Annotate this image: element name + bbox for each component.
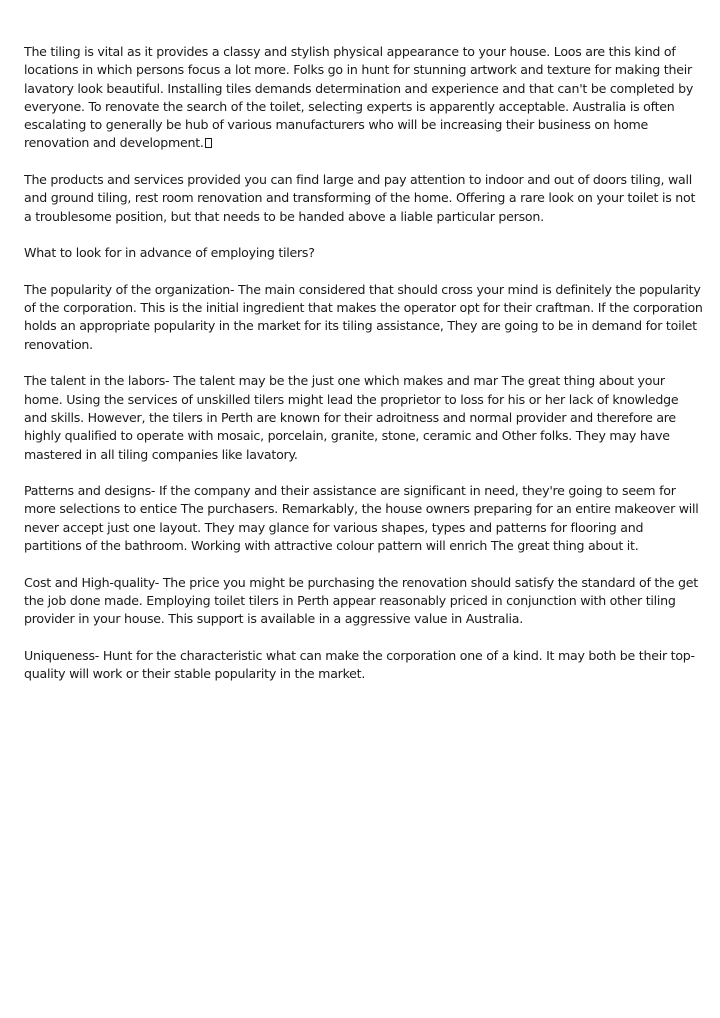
missing-glyph-icon <box>205 138 212 148</box>
paragraph-question: What to look for in advance of employing tilers? <box>24 245 315 261</box>
paragraph-talent: The talent in the labors- The talent may be the just one which makes and mar The great thing about your home. Using the services of unskilled tilers might lead the proprietor to loss for his or her lack of knowledge and skills. However, the tilers in Perth are known for their adroitness and normal provider and therefore are highly qualified to operate with mosaic, porcelain, granite, stone, ceramic and Other folks. They may have mastered in all tiling companies like lavatory. <box>24 373 679 462</box>
document-body <box>24 43 704 702</box>
paragraph-cost: Cost and High-quality- The price you might be purchasing the renovation should satisfy the standard of the get the job done made. Employing toilet tilers in Perth appear reasonably priced in conjunction with other tiling provider in your house. This support is available in a aggressive value in Australia. <box>24 574 698 627</box>
paragraph-popularity: The popularity of the organization- The main considered that should cross your mind is definitely the popularity of the corporation. This is the initial ingredient that makes the operator opt for their craftman. If the corporation holds an appropriate popularity in the market for its tiling assistance, They are going to be in demand for toilet renovation. <box>24 281 703 352</box>
paragraph-services: The products and services provided you can find large and pay attention to indoor and out of doors tiling, wall and ground tiling, rest room renovation and transforming of the home. Offering a rare look on your toilet is not a troublesome position, but that needs to be handed above a liable particular person. <box>24 172 696 224</box>
paragraph-intro-text: The tiling is vital as it provides a classy and stylish physical appearance to your house. Loos are this kind of locations in which persons focus a lot more. Folks go in hunt for stunning artwork and texture for making their lavatory look beautiful. Installing tiles demands determination and experience and that can't be completed by everyone. To renovate the search of the toilet, selecting experts is apparently acceptable. Australia is often escalating to generally be hub of various manufacturers who will be increasing their business on home renovation and development. <box>24 44 694 151</box>
paragraph-intro <box>24 43 704 153</box>
paragraph-patterns: Patterns and designs- If the company and their assistance are significant in need, they're going to seem for more selections to entice The purchasers. Remarkably, the house owners preparing for an entire makeover will never accept just one layout. They may glance for various shapes, types and patterns for flooring and partitions of the bathroom. Working with attractive colour pattern will enrich The great thing about it. <box>24 483 699 554</box>
paragraph-uniqueness: Uniqueness- Hunt for the characteristic what can make the corporation one of a kind. It may both be their top-quality will work or their stable popularity in the market. <box>24 647 695 682</box>
